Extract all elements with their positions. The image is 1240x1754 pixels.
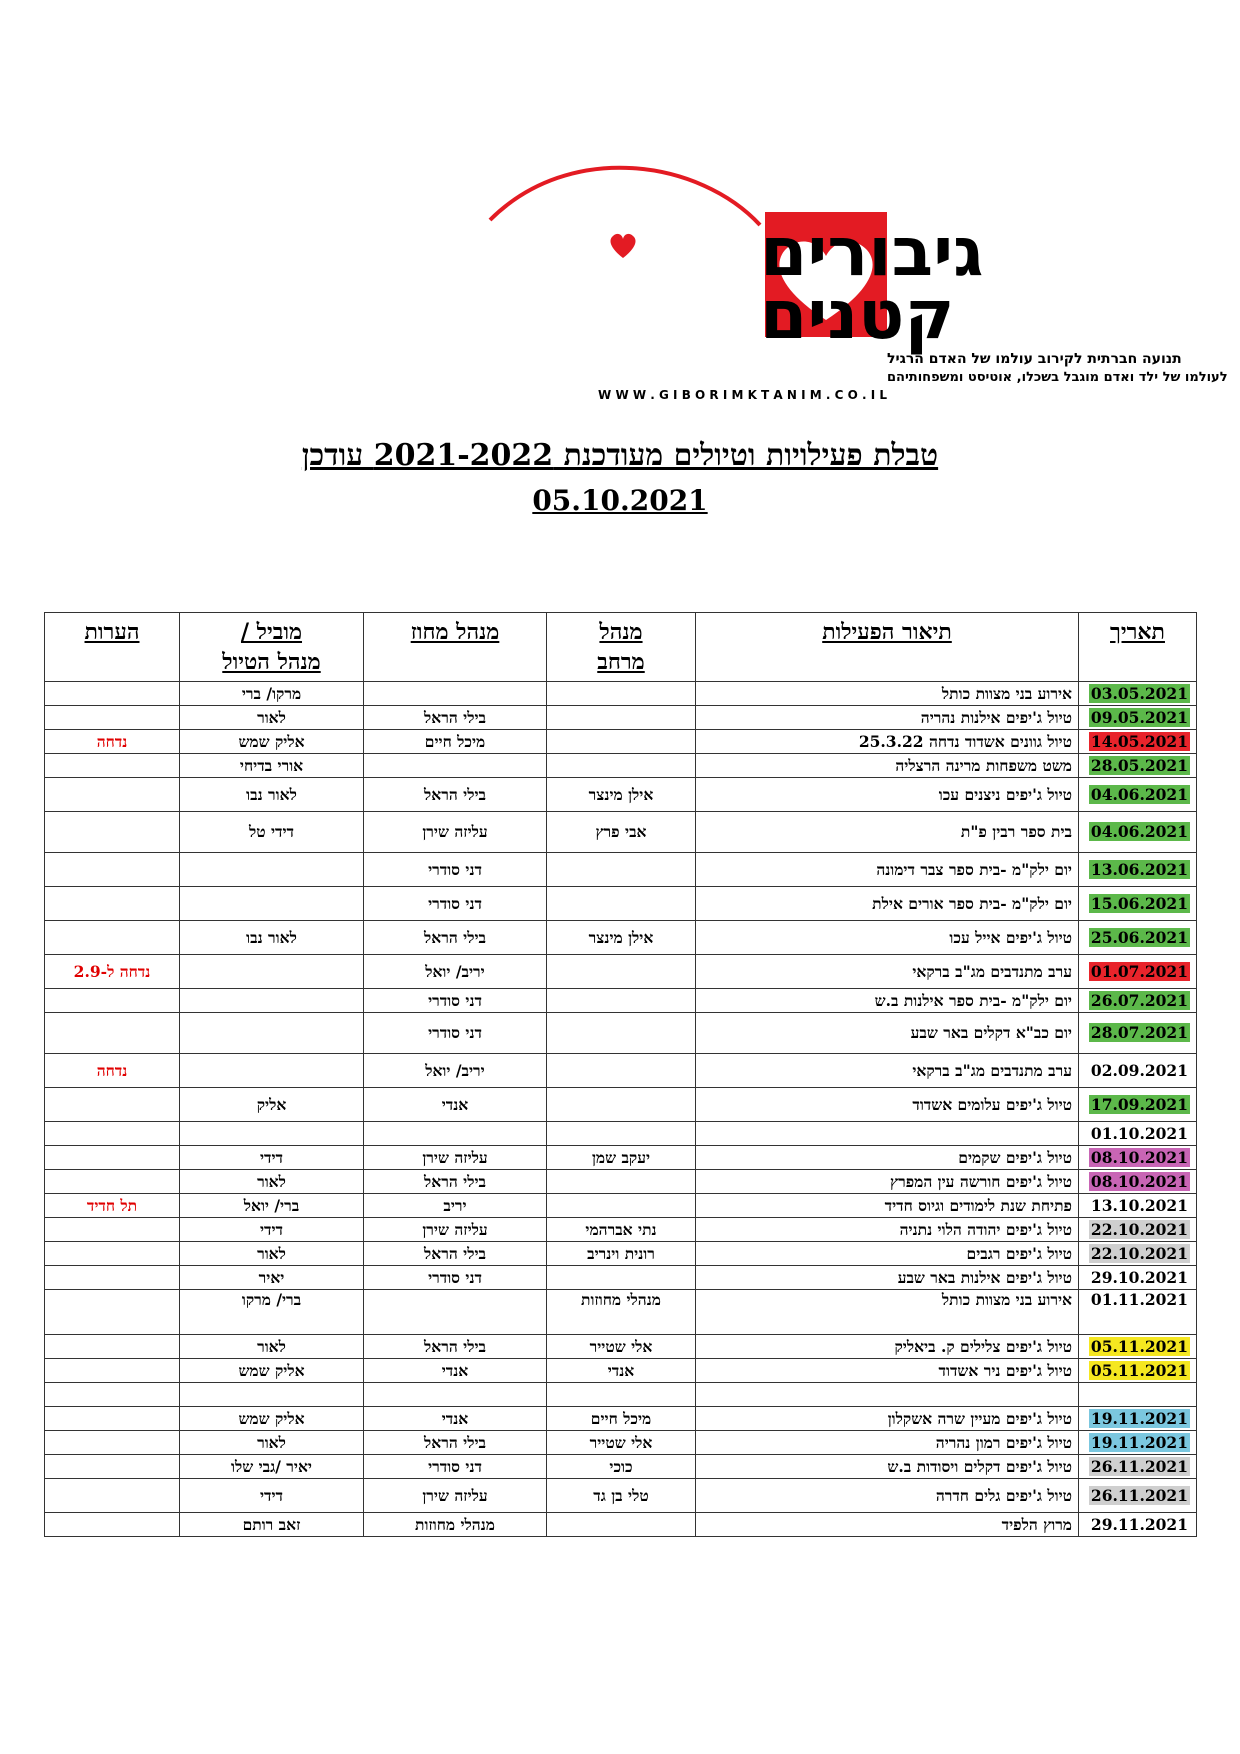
district-manager-cell: בילי הראל: [364, 921, 547, 955]
table-row: [45, 1290, 1197, 1335]
district-manager-cell: עליזה שירן: [364, 1479, 547, 1513]
notes-cell: [45, 812, 180, 853]
leader-cell: לאור: [180, 1242, 364, 1266]
district-manager-cell: בילי הראל: [364, 778, 547, 812]
district-manager-cell: דני סודרי: [364, 887, 547, 921]
district-manager-cell: [364, 1290, 547, 1335]
updated-date: 05.10.2021: [532, 484, 708, 517]
header-notes: הערות: [45, 613, 180, 682]
district-manager-cell: דני סודרי: [364, 853, 547, 887]
table-row: [45, 1266, 1197, 1290]
table-row: [45, 1431, 1197, 1455]
activities-table: [44, 612, 1197, 1537]
date-cell: 14.05.2021: [1079, 730, 1197, 754]
notes-cell: [45, 1513, 180, 1537]
table-row: [45, 1170, 1197, 1194]
leader-cell: לאור: [180, 1335, 364, 1359]
leader-cell: אורי בדיחי: [180, 754, 364, 778]
leader-cell: זאב רותם: [180, 1513, 364, 1537]
description-cell: טיול ג'יפים אילנות נהריה: [696, 706, 1079, 730]
logo-graphic: [340, 170, 1228, 410]
description-cell: ערב מתנדבים מג"ב ברקאי: [696, 955, 1079, 989]
leader-cell: דידי: [180, 1479, 364, 1513]
table-row: [45, 730, 1197, 754]
date-cell: 05.11.2021: [1079, 1359, 1197, 1383]
district-manager-cell: דני סודרי: [364, 989, 547, 1013]
date-cell: 01.11.2021: [1079, 1290, 1197, 1335]
notes-cell: [45, 1335, 180, 1359]
leader-cell: [180, 1013, 364, 1054]
region-manager-cell: אנדי: [547, 1359, 696, 1383]
notes-cell: [45, 853, 180, 887]
date-cell: 04.06.2021: [1079, 778, 1197, 812]
description-cell: טיול ג'יפים שקמים: [696, 1146, 1079, 1170]
date-cell: 02.09.2021: [1079, 1054, 1197, 1088]
region-manager-cell: אילן מינצר: [547, 921, 696, 955]
table-row: [45, 1407, 1197, 1431]
logo: [340, 170, 1228, 410]
date-cell: 22.10.2021: [1079, 1218, 1197, 1242]
region-manager-cell: [547, 887, 696, 921]
notes-cell: נדחה: [45, 1054, 180, 1088]
leader-cell: ברי/ מרקו: [180, 1290, 364, 1335]
description-cell: [696, 1383, 1079, 1407]
district-manager-cell: אנדי: [364, 1359, 547, 1383]
notes-cell: [45, 1266, 180, 1290]
date-cell: 13.10.2021: [1079, 1194, 1197, 1218]
leader-cell: לאור נבו: [180, 778, 364, 812]
leader-cell: אליק שמש: [180, 730, 364, 754]
leader-cell: דידי: [180, 1218, 364, 1242]
description-cell: יום כב"א דקלים באר שבע: [696, 1013, 1079, 1054]
notes-cell: [45, 989, 180, 1013]
notes-cell: [45, 1013, 180, 1054]
leader-cell: דידי טל: [180, 812, 364, 853]
table-row: [45, 1383, 1197, 1407]
table-row: [45, 754, 1197, 778]
table-row: [45, 682, 1197, 706]
header-region-manager: מנהל מרחב: [547, 613, 696, 682]
table-row: [45, 989, 1197, 1013]
notes-cell: [45, 1383, 180, 1407]
table-row: [45, 1513, 1197, 1537]
date-cell: 15.06.2021: [1079, 887, 1197, 921]
date-cell: 08.10.2021: [1079, 1170, 1197, 1194]
description-cell: טיול גוונים אשדוד נדחה 25.3.22: [696, 730, 1079, 754]
leader-cell: לאור נבו: [180, 921, 364, 955]
region-manager-cell: [547, 1266, 696, 1290]
date-cell: 05.11.2021: [1079, 1335, 1197, 1359]
district-manager-cell: מיכל חיים: [364, 730, 547, 754]
district-manager-cell: דני סודרי: [364, 1013, 547, 1054]
date-cell: 09.05.2021: [1079, 706, 1197, 730]
leader-cell: [180, 1054, 364, 1088]
header-leader: מוביל / מנהל הטיול: [180, 613, 364, 682]
region-manager-cell: [547, 1013, 696, 1054]
date-cell: 04.06.2021: [1079, 812, 1197, 853]
table-row: [45, 1359, 1197, 1383]
description-cell: טיול ג'יפים צלילים ק. ביאליק: [696, 1335, 1079, 1359]
description-cell: טיול ג'יפים עלומים אשדוד: [696, 1088, 1079, 1122]
notes-cell: [45, 1242, 180, 1266]
logo-url: W W W . G I B O R I M K T A N I M . C O . I L: [598, 388, 887, 402]
table-row: [45, 921, 1197, 955]
description-cell: טיול ג'יפים גלים חדרה: [696, 1479, 1079, 1513]
district-manager-cell: יריב/ יואל: [364, 955, 547, 989]
region-manager-cell: מנהלי מחוזות: [547, 1290, 696, 1335]
notes-cell: נדחה ל-2.9: [45, 955, 180, 989]
district-manager-cell: יריב/ יואל: [364, 1054, 547, 1088]
small-heart-icon: [610, 234, 635, 258]
district-manager-cell: בילי הראל: [364, 1242, 547, 1266]
notes-cell: [45, 754, 180, 778]
leader-cell: [180, 853, 364, 887]
region-manager-cell: נתי אברהמי: [547, 1218, 696, 1242]
page-title: טבלת פעילויות וטיולים מעודכנת 2021-2022 עודכן: [301, 438, 939, 473]
date-cell: 13.06.2021: [1079, 853, 1197, 887]
header-description: תיאור הפעילות: [696, 613, 1079, 682]
region-manager-cell: [547, 1194, 696, 1218]
district-manager-cell: בילי הראל: [364, 1170, 547, 1194]
date-cell: 08.10.2021: [1079, 1146, 1197, 1170]
table-row: [45, 1218, 1197, 1242]
table-row: [45, 1335, 1197, 1359]
region-manager-cell: [547, 1088, 696, 1122]
leader-cell: לאור: [180, 1170, 364, 1194]
region-manager-cell: יעקב שמן: [547, 1146, 696, 1170]
table-row: [45, 1122, 1197, 1146]
description-cell: טיול ג'יפים מעיין שרה אשקלון: [696, 1407, 1079, 1431]
leader-cell: [180, 989, 364, 1013]
leader-cell: לאור: [180, 706, 364, 730]
region-manager-cell: [547, 1054, 696, 1088]
date-cell: [1079, 1383, 1197, 1407]
notes-cell: [45, 682, 180, 706]
leader-cell: [180, 1122, 364, 1146]
description-cell: טיול ג'יפים חורשה עין המפרץ: [696, 1170, 1079, 1194]
district-manager-cell: [364, 754, 547, 778]
description-cell: טיול ג'יפים רמון נהריה: [696, 1431, 1079, 1455]
date-cell: 17.09.2021: [1079, 1088, 1197, 1122]
table-row: [45, 1242, 1197, 1266]
header-date: תאריך: [1079, 613, 1197, 682]
region-manager-cell: אלי שטייר: [547, 1335, 696, 1359]
notes-cell: [45, 1479, 180, 1513]
district-manager-cell: בילי הראל: [364, 706, 547, 730]
date-cell: 29.10.2021: [1079, 1266, 1197, 1290]
table-row: [45, 1146, 1197, 1170]
description-cell: בית ספר רבין פ"ת: [696, 812, 1079, 853]
region-manager-cell: [547, 1513, 696, 1537]
notes-cell: [45, 1455, 180, 1479]
table-row: [45, 1054, 1197, 1088]
logo-tagline2: לעולמו של ילד ואדם מוגבל בשכלו, אוטיסט ומשפחותיהם: [887, 370, 1228, 385]
notes-cell: [45, 1218, 180, 1242]
leader-cell: דידי: [180, 1146, 364, 1170]
date-cell: 19.11.2021: [1079, 1431, 1197, 1455]
leader-cell: אליק: [180, 1088, 364, 1122]
district-manager-cell: עליזה שירן: [364, 1218, 547, 1242]
date-cell: 26.11.2021: [1079, 1479, 1197, 1513]
description-cell: טיול ג'יפים אילנות באר שבע: [696, 1266, 1079, 1290]
district-manager-cell: דני סודרי: [364, 1455, 547, 1479]
description-cell: יום ילק"מ -בית ספר אילנות ב.ש: [696, 989, 1079, 1013]
table-body: [45, 682, 1197, 1537]
region-manager-cell: אלי שטייר: [547, 1431, 696, 1455]
region-manager-cell: [547, 989, 696, 1013]
district-manager-cell: אנדי: [364, 1407, 547, 1431]
notes-cell: [45, 921, 180, 955]
region-manager-cell: [547, 1170, 696, 1194]
date-cell: 25.06.2021: [1079, 921, 1197, 955]
date-cell: 01.07.2021: [1079, 955, 1197, 989]
description-cell: משט משפחות מרינה הרצליה: [696, 754, 1079, 778]
notes-cell: תל חדיד: [45, 1194, 180, 1218]
table-row: [45, 1455, 1197, 1479]
description-cell: ערב מתנדבים מג"ב ברקאי: [696, 1054, 1079, 1088]
district-manager-cell: דני סודרי: [364, 1266, 547, 1290]
leader-cell: [180, 887, 364, 921]
table-row: [45, 1194, 1197, 1218]
leader-cell: אליק שמש: [180, 1407, 364, 1431]
logo-arc: [490, 168, 760, 225]
leader-cell: אליק שמש: [180, 1359, 364, 1383]
region-manager-cell: [547, 730, 696, 754]
region-manager-cell: אבי פרץ: [547, 812, 696, 853]
district-manager-cell: [364, 682, 547, 706]
table-row: [45, 706, 1197, 730]
notes-cell: [45, 1407, 180, 1431]
table-row: [45, 955, 1197, 989]
leader-cell: יאיר: [180, 1266, 364, 1290]
region-manager-cell: מיכל חיים: [547, 1407, 696, 1431]
date-cell: 03.05.2021: [1079, 682, 1197, 706]
district-manager-cell: בילי הראל: [364, 1335, 547, 1359]
description-cell: טיול ג'יפים ניצנים עכו: [696, 778, 1079, 812]
notes-cell: [45, 1088, 180, 1122]
leader-cell: מרקו/ ברי: [180, 682, 364, 706]
region-manager-cell: [547, 1122, 696, 1146]
table-row: [45, 1088, 1197, 1122]
district-manager-cell: בילי הראל: [364, 1431, 547, 1455]
date-cell: 01.10.2021: [1079, 1122, 1197, 1146]
description-cell: אירוע בני מצוות כותל: [696, 1290, 1079, 1335]
description-cell: יום ילק"מ -בית ספר אורים אילת: [696, 887, 1079, 921]
header-district-manager: מנהל מחוז: [364, 613, 547, 682]
description-cell: אירוע בני מצוות כותל: [696, 682, 1079, 706]
region-manager-cell: [547, 706, 696, 730]
notes-cell: [45, 1431, 180, 1455]
description-cell: פתיחת שנת לימודים וגיוס חדיד: [696, 1194, 1079, 1218]
leader-cell: [180, 1383, 364, 1407]
date-cell: 28.05.2021: [1079, 754, 1197, 778]
notes-cell: [45, 1290, 180, 1335]
date-cell: 28.07.2021: [1079, 1013, 1197, 1054]
region-manager-cell: אילן מינצר: [547, 778, 696, 812]
region-manager-cell: רונית וינריב: [547, 1242, 696, 1266]
district-manager-cell: יריב: [364, 1194, 547, 1218]
description-cell: טיול ג'יפים אייל עכו: [696, 921, 1079, 955]
region-manager-cell: [547, 955, 696, 989]
table-row: [45, 778, 1197, 812]
notes-cell: [45, 1359, 180, 1383]
notes-cell: [45, 1170, 180, 1194]
description-cell: [696, 1122, 1079, 1146]
description-cell: יום ילק"מ -בית ספר צבר דימונה: [696, 853, 1079, 887]
table-row: [45, 1479, 1197, 1513]
description-cell: טיול ג'יפים ניר אשדוד: [696, 1359, 1079, 1383]
leader-cell: ברי/ יואל: [180, 1194, 364, 1218]
notes-cell: [45, 1122, 180, 1146]
leader-cell: יאיר /גבי שלו: [180, 1455, 364, 1479]
region-manager-cell: טלי בן גד: [547, 1479, 696, 1513]
table-header-row: [45, 613, 1197, 682]
notes-cell: [45, 706, 180, 730]
description-cell: מרוץ הלפיד: [696, 1513, 1079, 1537]
table-row: [45, 887, 1197, 921]
notes-cell: [45, 1146, 180, 1170]
date-cell: 19.11.2021: [1079, 1407, 1197, 1431]
district-manager-cell: [364, 1383, 547, 1407]
table-row: [45, 853, 1197, 887]
logo-line2: קטנים: [760, 276, 955, 355]
date-cell: 22.10.2021: [1079, 1242, 1197, 1266]
region-manager-cell: כוכי: [547, 1455, 696, 1479]
region-manager-cell: [547, 1383, 696, 1407]
district-manager-cell: עליזה שירן: [364, 1146, 547, 1170]
notes-cell: [45, 887, 180, 921]
district-manager-cell: עליזה שירן: [364, 812, 547, 853]
date-cell: 29.11.2021: [1079, 1513, 1197, 1537]
date-cell: 26.07.2021: [1079, 989, 1197, 1013]
notes-cell: [45, 778, 180, 812]
district-manager-cell: אנדי: [364, 1088, 547, 1122]
logo-line1: גיבורים: [760, 213, 984, 292]
district-manager-cell: מנהלי מחוזות: [364, 1513, 547, 1537]
leader-cell: [180, 955, 364, 989]
region-manager-cell: [547, 682, 696, 706]
description-cell: טיול ג'יפים רגבים: [696, 1242, 1079, 1266]
region-manager-cell: [547, 754, 696, 778]
date-cell: 26.11.2021: [1079, 1455, 1197, 1479]
description-cell: טיול ג'יפים דקלים ויסודות ב.ש: [696, 1455, 1079, 1479]
region-manager-cell: [547, 853, 696, 887]
leader-cell: לאור: [180, 1431, 364, 1455]
description-cell: טיול ג'יפים יהודה הלוי נתניה: [696, 1218, 1079, 1242]
notes-cell: נדחה: [45, 730, 180, 754]
table-row: [45, 812, 1197, 853]
logo-tagline1: תנועה חברתית לקירוב עולמו של האדם הרגיל: [887, 351, 1182, 367]
table-row: [45, 1013, 1197, 1054]
district-manager-cell: [364, 1122, 547, 1146]
